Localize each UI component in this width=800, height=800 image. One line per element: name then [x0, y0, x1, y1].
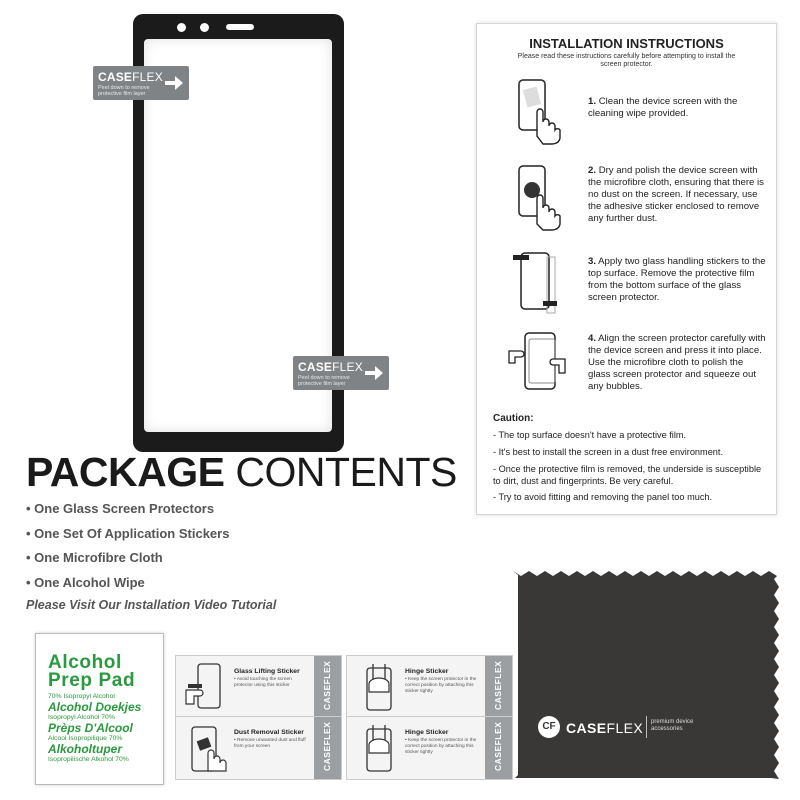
sticker-brand-band: CASEFLEX [485, 717, 512, 779]
peel-tab-text: Peel down to remove protective film layer [298, 375, 350, 387]
package-contents-title: PACKAGE CONTENTS [26, 449, 457, 495]
dust-removal-sticker [175, 716, 342, 780]
package-item: • One Glass Screen Protectors [26, 501, 215, 516]
pad-text: Alcool Isopropilique 70% [48, 735, 123, 742]
peel-tab-brand: CASEFLEX [298, 360, 363, 374]
pad-text: Prèps D'Alcool [48, 721, 133, 735]
align-protector-icon [507, 329, 567, 399]
pad-text: Isopropyl Alcohol 70% [48, 714, 115, 721]
hinge-sticker [346, 655, 513, 719]
alcohol-prep-pad [35, 633, 164, 785]
pad-text: Isopropilische Alkohol 70% [48, 756, 129, 763]
sticker-brand-band: CASEFLEX [314, 717, 341, 779]
sticker-desc: • Keep the screen protector in the correct position by attaching this sticker tightly [405, 677, 477, 694]
pad-text: Alkoholtuper [48, 742, 122, 756]
microfibre-cloth [513, 571, 779, 783]
peel-tab-brand: CASEFLEX [98, 70, 163, 84]
pad-title-1: Alcohol [48, 652, 122, 673]
video-tutorial-note: Please Visit Our Installation Video Tutorial [26, 598, 277, 612]
caseflex-logo: CF [538, 716, 560, 738]
instructions-title: INSTALLATION INSTRUCTIONS [529, 36, 724, 51]
pad-text: 70% Isopropyl Alcohol [48, 693, 115, 700]
sticker-title: Glass Lifting Sticker [234, 668, 300, 675]
pad-text: Alcohol Doekjes [48, 700, 142, 714]
sticker-desc: • Avoid touching the screen protector using this sticker [234, 677, 292, 688]
brand-divider [646, 716, 647, 738]
pad-title-2: Prep Pad [48, 670, 136, 691]
sticker-title: Dust Removal Sticker [234, 729, 304, 736]
step-4-text: 4. Align the screen protector carefully with the device screen and press it into place. Use the microfibre cloth to polish the glass screen protector and squeeze out any bubbles. [588, 333, 766, 392]
peel-tab-bottom[interactable] [293, 356, 389, 390]
caution-line: - Once the protective film is removed, the underside is susceptible to dirt, dust and fingerprints. Be very careful. [493, 464, 762, 486]
package-item: • One Alcohol Wipe [26, 575, 145, 590]
instructions-card [476, 23, 777, 515]
step-2-text: 2. Dry and polish the device screen with the microfibre cloth, ensuring that there is no dust on the screen. If necessary, use the adhesive sticker enclosed to remove any further dust. [588, 165, 764, 224]
sensor-hole [200, 23, 209, 32]
package-item: • One Set Of Application Stickers [26, 526, 230, 541]
apply-stickers-icon [507, 247, 567, 317]
speaker-slot [226, 24, 254, 30]
clean-screen-icon [507, 76, 567, 146]
instructions-subtitle: Please read these instructions carefully before attempting to install the screen protector. [517, 53, 736, 68]
peel-tab-top[interactable] [93, 66, 189, 100]
peel-tab-text: Peel down to remove protective film layer [98, 85, 150, 97]
polish-screen-icon [507, 162, 567, 232]
sticker-brand-band: CASEFLEX [314, 656, 341, 718]
caution-line: - It's best to install the screen in a dust free environment. [493, 447, 724, 457]
sticker-desc: • Keep the screen protector in the correct position by attaching this sticker tightly [405, 738, 477, 755]
step-3-text: 3. Apply two glass handling stickers to the top surface. Remove the protective film from the bottom surface of the glass screen protector. [588, 256, 766, 303]
sticker-illustration-icon [355, 662, 403, 712]
caution-title: Caution: [493, 413, 534, 424]
step-1-text: 1. Clean the device screen with the cleaning wipe provided. [588, 96, 738, 119]
cloth-tagline: premium device accessories [651, 719, 694, 732]
camera-hole [177, 23, 186, 32]
cloth-brand-name: CASEFLEX [566, 720, 644, 736]
caution-line: - Try to avoid fitting and removing the panel too much. [493, 492, 713, 502]
sticker-title: Hinge Sticker [405, 729, 449, 736]
glass-lifting-sticker [175, 655, 342, 719]
sticker-desc: • Remove unwanted dust and fluff from your screen [234, 738, 306, 749]
sticker-brand-band: CASEFLEX [485, 656, 512, 718]
sticker-illustration-icon [184, 723, 232, 773]
sticker-illustration-icon [184, 662, 232, 712]
sticker-illustration-icon [355, 723, 403, 773]
sticker-title: Hinge Sticker [405, 668, 449, 675]
hinge-sticker [346, 716, 513, 780]
caution-line: - The top surface doesn't have a protective film. [493, 430, 687, 440]
arrow-right-icon [363, 362, 385, 384]
arrow-right-icon [163, 72, 185, 94]
package-item: • One Microfibre Cloth [26, 550, 163, 565]
